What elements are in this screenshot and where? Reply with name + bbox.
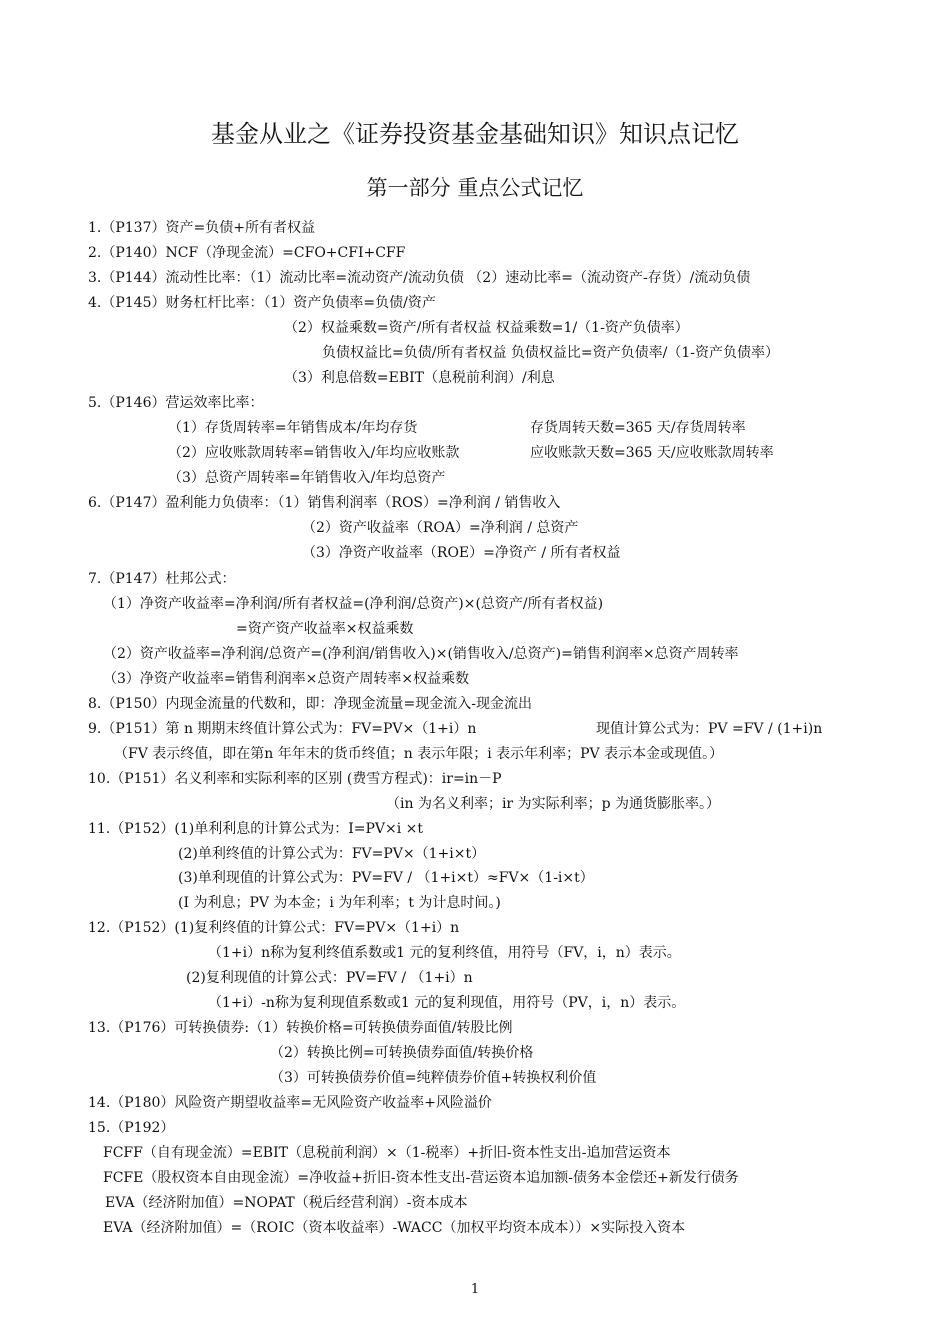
formula-line: 1.（P137）资产=负债+所有者权益 bbox=[88, 220, 315, 236]
formula-line: （1+i）n称为复利终值系数或1 元的复利终值，用符号（FV，i，n）表示。 bbox=[208, 945, 681, 961]
formula-line: 11.（P152）(1)单利利息的计算公式为：I=PV×i ×t bbox=[88, 821, 424, 837]
formula-line: 4.（P145）财务杠杆比率：（1）资产负债率=负债/资产 bbox=[88, 295, 436, 311]
formula-line: 6.（P147）盈利能力负债率：（1）销售利润率（ROS）=净利润 / 销售收入 bbox=[88, 495, 561, 511]
formula-line: 5.（P146）营运效率比率： bbox=[88, 395, 264, 411]
formula-line: （1+i）-n称为复利现值系数或1 元的复利现值，用符号（PV，i，n）表示。 bbox=[208, 995, 686, 1011]
formula-line: EVA（经济附加值）=（ROIC（资本收益率）-WACC（加权平均资本成本））×实际投入资本 bbox=[103, 1220, 686, 1236]
formula-line: （2）资产收益率=净利润/总资产=(净利润/销售收入)×(销售收入/总资产)=销售利润率×总资产周转率 bbox=[103, 646, 739, 662]
formula-line: 9.（P151）第 n 期期末终值计算公式为：FV=PV×（1+i）n bbox=[88, 721, 477, 737]
formula-line: (2)单利终值的计算公式为：FV=PV×（1+i×t） bbox=[178, 846, 486, 862]
formula-line: （1）净资产收益率=净利润/所有者权益=(净利润/总资产)×(总资产/所有者权益) bbox=[103, 596, 604, 612]
formula-line: 存货周转天数=365 天/存货周转率 bbox=[530, 420, 746, 436]
formula-line: （3）净资产收益率（ROE）=净资产 / 所有者权益 bbox=[302, 545, 621, 561]
formula-line: 负债权益比=负债/所有者权益 负债权益比=资产负债率/（1-资产负债率） bbox=[322, 345, 779, 361]
formula-line: （3）可转换债券价值=纯粹债券价值+转换权利价值 bbox=[270, 1070, 597, 1086]
formula-line: （2）权益乘数=资产/所有者权益 权益乘数=1/（1-资产负债率） bbox=[284, 320, 689, 336]
formula-line: 应收账款天数=365 天/应收账款周转率 bbox=[530, 445, 774, 461]
formula-line: （3）净资产收益率=销售利润率×总资产周转率×权益乘数 bbox=[103, 671, 470, 687]
formula-line: （3）利息倍数=EBIT（息税前利润）/利息 bbox=[284, 370, 555, 386]
formula-line: 10.（P151）名义利率和实际利率的区别 (费雪方程式)：ir=in－P bbox=[88, 771, 502, 787]
formula-line: （2）资产收益率（ROA）=净利润 / 总资产 bbox=[302, 520, 579, 536]
formula-line: FCFE（股权资本自由现金流）=净收益+折旧-资本性支出-营运资本追加额-债务本金偿还+新发行债务 bbox=[103, 1170, 739, 1186]
formula-line: (I 为利息；PV 为本金；i 为年利率；t 为计息时间。) bbox=[178, 895, 501, 911]
formula-line: 2.（P140）NCF（净现金流）=CFO+CFI+CFF bbox=[88, 245, 406, 261]
formula-line: （3）总资产周转率=年销售收入/年均总资产 bbox=[168, 470, 446, 486]
formula-line: （FV 表示终值，即在第n 年年末的货币终值；n 表示年限；i 表示年利率；PV 表示本金或现值。） bbox=[114, 746, 724, 762]
formula-line: (3)单利现值的计算公式为：PV=FV / （1+i×t）≈FV×（1-i×t） bbox=[178, 870, 594, 886]
formula-line: （in 为名义利率；ir 为实际利率；p 为通货膨胀率。） bbox=[386, 796, 720, 812]
formula-line: =资产资产收益率×权益乘数 bbox=[236, 621, 414, 637]
document-title: 基金从业之《证券投资基金基础知识》知识点记忆 bbox=[211, 120, 739, 148]
formula-line: 7.（P147）杜邦公式： bbox=[88, 571, 236, 587]
formula-line: 14.（P180）风险资产期望收益率=无风险资产收益率+风险溢价 bbox=[88, 1095, 492, 1111]
formula-line: （1）存货周转率=年销售成本/年均存货 bbox=[168, 420, 418, 436]
formula-line: FCFF（自有现金流）=EBIT（息税前利润）×（1-税率）+折旧-资本性支出-追加营运资本 bbox=[103, 1145, 671, 1161]
formula-line: EVA（经济附加值）=NOPAT（税后经营利润）-资本成本 bbox=[105, 1195, 468, 1211]
formula-line: 13.（P176）可转换债券:（1）转换价格=可转换债券面值/转股比例 bbox=[88, 1020, 513, 1036]
formula-line: 8.（P150）内现金流量的代数和，即：净现金流量=现金流入-现金流出 bbox=[88, 696, 532, 712]
formula-line: (2)复利现值的计算公式：PV=FV / （1+i）n bbox=[186, 970, 473, 986]
formula-line: （2）转换比例=可转换债券面值/转换价格 bbox=[270, 1045, 534, 1061]
section-title: 第一部分 重点公式记忆 bbox=[366, 176, 584, 200]
formula-line: 15.（P192） bbox=[88, 1120, 175, 1136]
formula-line: 现值计算公式为：PV =FV / (1+i)n bbox=[596, 721, 823, 737]
page-number: 1 bbox=[470, 1282, 480, 1297]
formula-line: （2）应收账款周转率=销售收入/年均应收账款 bbox=[168, 445, 460, 461]
formula-line: 3.（P144）流动性比率：（1）流动比率=流动资产/流动负债 （2）速动比率=（流动资产-存货）/流动负债 bbox=[88, 270, 751, 286]
formula-line: 12.（P152）(1)复利终值的计算公式：FV=PV×（1+i）n bbox=[88, 920, 460, 936]
